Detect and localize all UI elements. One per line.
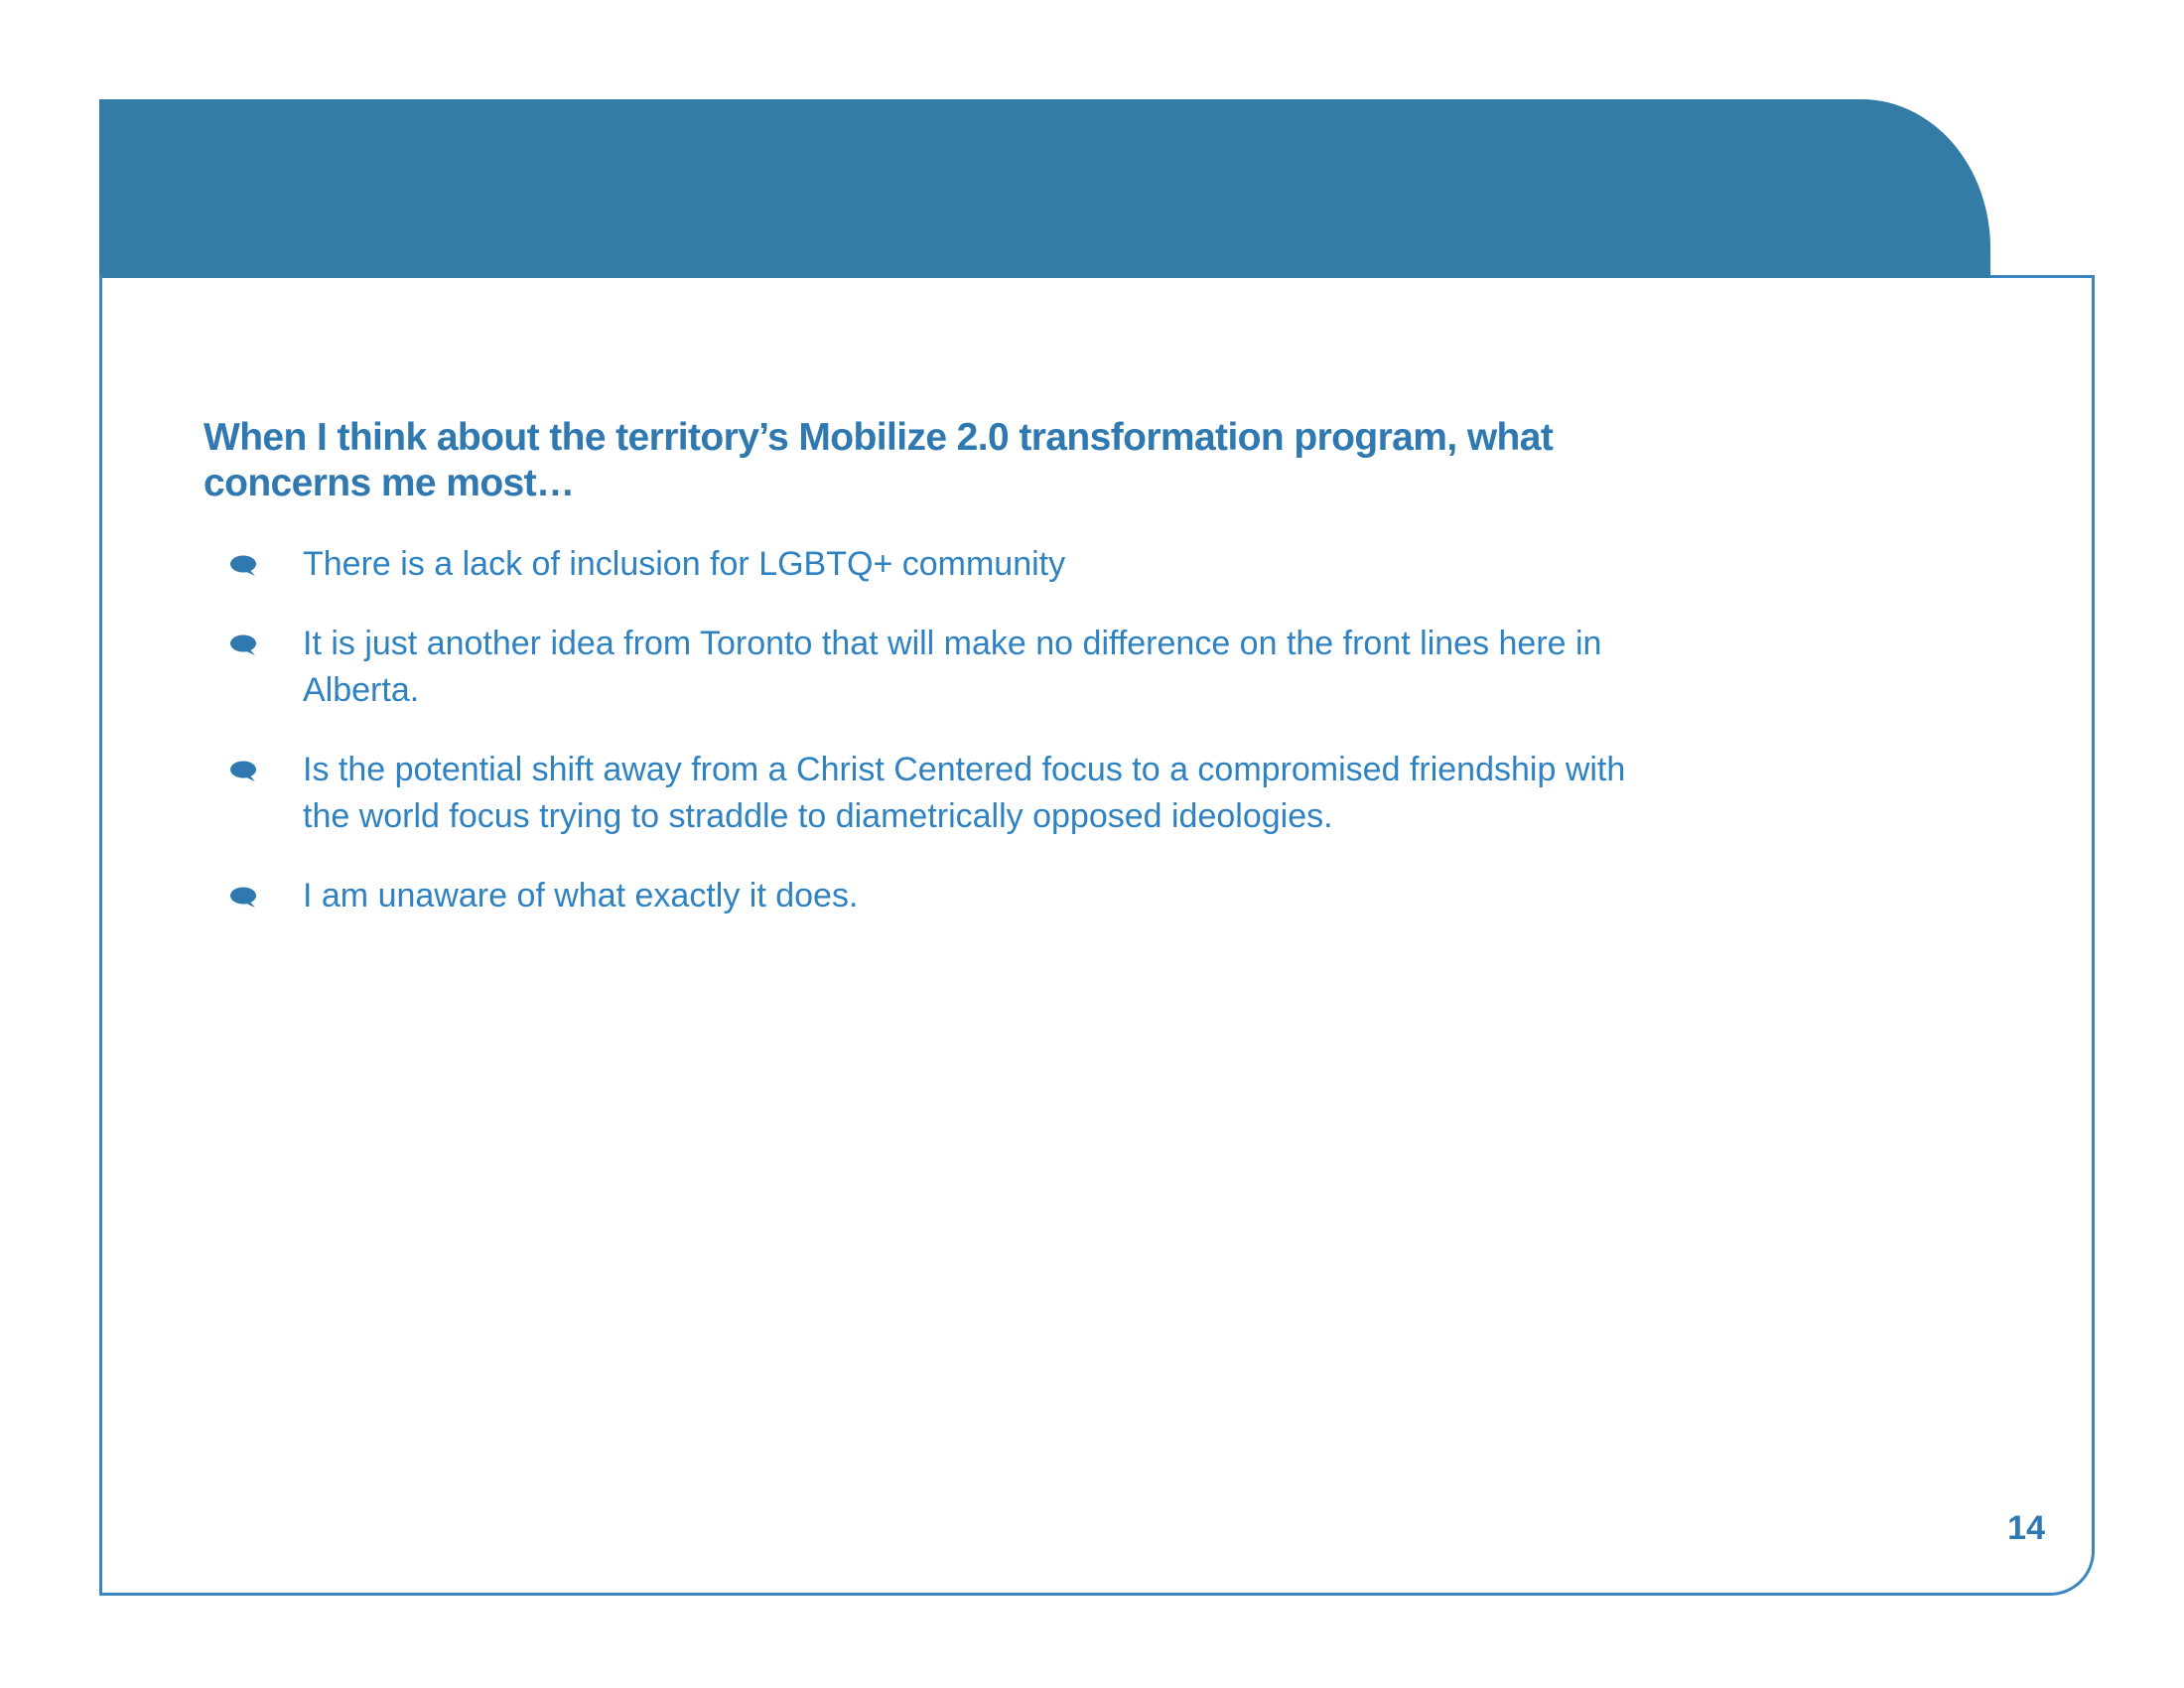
list-item (228, 747, 1638, 840)
list-item (228, 873, 1638, 919)
page-number: 14 (2007, 1509, 2045, 1547)
response-text: It is just another idea from Toronto that will make no difference on the front lines here in Alberta. (303, 625, 1602, 709)
response-text: I am unaware of what exactly it does. (303, 877, 859, 914)
response-text: There is a lack of inclusion for LGBTQ+ community (303, 545, 1066, 583)
list-item (228, 621, 1638, 714)
header-band (99, 99, 1990, 278)
speech-bubble-icon (228, 633, 258, 657)
response-text: Is the potential shift away from a Christ Centered focus to a compromised friendship with the world focus trying to straddle to diametrically opposed ideologies. (303, 751, 1626, 835)
speech-bubble-icon (228, 760, 258, 783)
speech-bubble-icon (228, 886, 258, 910)
speech-bubble-icon (228, 554, 258, 578)
frame-top-border (1990, 275, 2095, 278)
page-heading: When I think about the territory’s Mobilize 2.0 transformation program, what concerns me most… (204, 416, 1554, 504)
response-list (228, 541, 1638, 952)
list-item (228, 541, 1638, 588)
